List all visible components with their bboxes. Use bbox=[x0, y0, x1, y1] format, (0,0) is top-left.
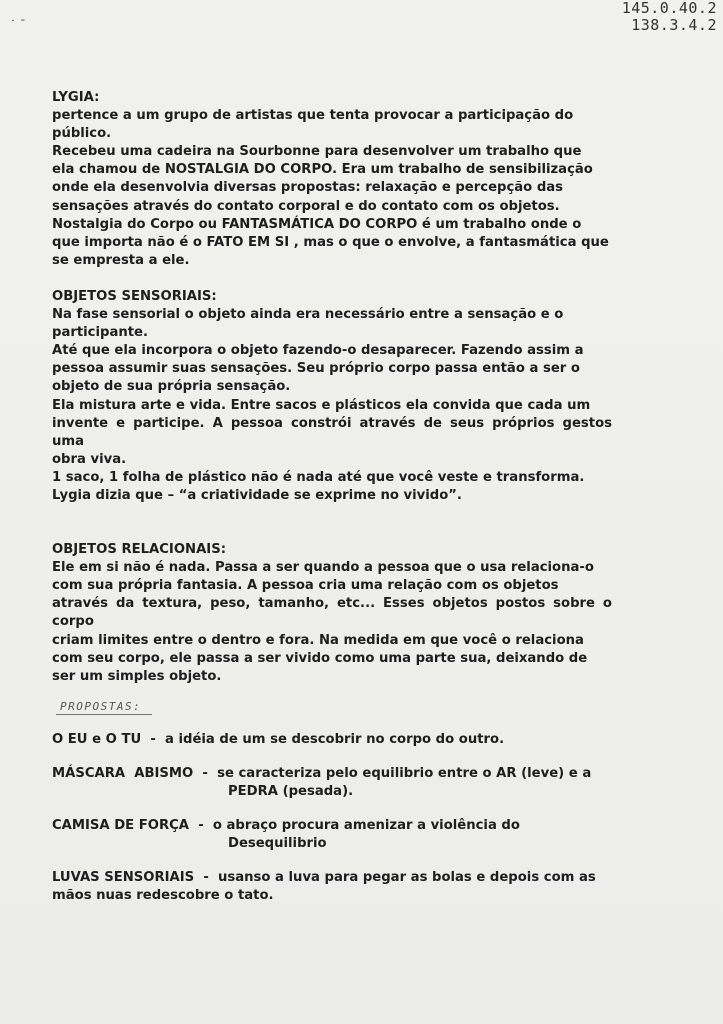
archive-ref-line-2: 138.3.4.2 bbox=[631, 16, 717, 34]
proposal-title: MÁSCARA ABISMO - bbox=[52, 765, 218, 781]
paragraph-line: Recebeu uma cadeira na Sourbonne para desenvolver um trabalho que bbox=[52, 144, 582, 160]
proposal-title: LUVAS SENSORIAIS - bbox=[52, 870, 219, 886]
spacer bbox=[52, 505, 612, 541]
paragraph-line: invente e participe. A pessoa constrói através de seus próprios gestos uma bbox=[52, 415, 612, 449]
proposal-title: CAMISA DE FORÇA - bbox=[52, 818, 213, 834]
paragraph-line: com seu corpo, ele passa a ser vivido como uma parte sua, deixando de bbox=[52, 650, 588, 666]
paragraph-line: criam limites entre o dentro e fora. Na medida em que você o relaciona bbox=[52, 632, 584, 648]
section-heading-relacionais: OBJETOS RELACIONAIS: bbox=[52, 542, 226, 558]
proposal-description: usanso a luva para pegar as bolas e depois com as bbox=[218, 870, 596, 886]
paragraph-line: participante. bbox=[52, 325, 148, 341]
paragraph-line: Lygia dizia que – “a criatividade se exprime no vivido”. bbox=[52, 487, 462, 503]
document-body bbox=[52, 89, 612, 905]
paragraph-line: Ele em si não é nada. Passa a ser quando a pessoa que o usa relaciona-o bbox=[52, 560, 594, 576]
paper-specks: ˙ ˉ bbox=[10, 18, 26, 32]
section-objetos-sensoriais bbox=[52, 288, 612, 505]
handwritten-propostas-label: PROPOSTAS: bbox=[60, 699, 142, 713]
proposal-description-continuation: Desequilibrio bbox=[228, 836, 327, 852]
section-heading-sensoriais: OBJETOS SENSORIAIS: bbox=[52, 288, 217, 304]
proposal-description: a idéia de um se descobrir no corpo do outro. bbox=[165, 731, 505, 747]
paragraph-line: público. bbox=[52, 126, 112, 142]
proposal-item bbox=[52, 817, 612, 853]
paragraph-line: obra viva. bbox=[52, 451, 127, 467]
proposal-item bbox=[52, 869, 612, 905]
paragraph-line: pertence a um grupo de artistas que tenta provocar a participação do bbox=[52, 108, 574, 124]
paragraph-line: através da textura, peso, tamanho, etc... Esses objetos postos sobre o corpo bbox=[52, 596, 612, 630]
proposal-description: se caracteriza pelo equilibrio entre o AR (leve) e a bbox=[217, 765, 592, 781]
paragraph-line: objeto de sua própria sensação. bbox=[52, 379, 291, 395]
archive-ref-line-1: 145.0.40.2 bbox=[621, 0, 717, 17]
paragraph-line: Ela mistura arte e vida. Entre sacos e plásticos ela convida que cada um bbox=[52, 397, 591, 413]
proposal-item bbox=[52, 731, 612, 749]
paragraph-line: com sua própria fantasia. A pessoa cria uma relação com os objetos bbox=[52, 578, 559, 594]
paragraph-line: ela chamou de NOSTALGIA DO CORPO. Era um trabalho de sensibilização bbox=[52, 162, 593, 178]
paragraph-line: que importa não é o FATO EM SI , mas o que o envolve, a fantasmática que bbox=[52, 234, 609, 250]
paragraph-line: se empresta a ele. bbox=[52, 252, 190, 268]
paragraph-line: Nostalgia do Corpo ou FANTASMÁTICA DO CORPO é um trabalho onde o bbox=[52, 216, 582, 232]
section-objetos-relacionais bbox=[52, 541, 612, 686]
paragraph-line: onde ela desenvolvia diversas propostas: relaxação e percepção das bbox=[52, 180, 564, 196]
section-propostas-list bbox=[52, 731, 612, 906]
proposal-title: O EU e O TU - bbox=[52, 731, 165, 747]
paragraph-line: Na fase sensorial o objeto ainda era necessário entre a sensação e o bbox=[52, 307, 564, 323]
spacer bbox=[52, 270, 612, 288]
proposal-description-continuation: PEDRA (pesada). bbox=[228, 784, 354, 799]
proposal-description-continuation: mãos nuas redescobre o tato. bbox=[52, 888, 274, 904]
paragraph-line: sensações através do contato corporal e do contato com os objetos. bbox=[52, 198, 560, 214]
paragraph-line: 1 saco, 1 folha de plástico não é nada até que você veste e transforma. bbox=[52, 469, 585, 485]
section-heading-lygia: LYGIA: bbox=[52, 90, 100, 105]
paragraph-line: pessoa assumir suas sensações. Seu próprio corpo passa então a ser o bbox=[52, 361, 580, 377]
paragraph-line: ser um simples objeto. bbox=[52, 668, 222, 684]
proposal-description: o abraço procura amenizar a violência do bbox=[212, 818, 520, 834]
handwritten-archive-reference bbox=[622, 0, 717, 34]
proposal-item bbox=[52, 765, 612, 801]
paragraph-line: Até que ela incorpora o objeto fazendo-o desaparecer. Fazendo assim a bbox=[52, 343, 584, 359]
section-lygia bbox=[52, 89, 612, 270]
